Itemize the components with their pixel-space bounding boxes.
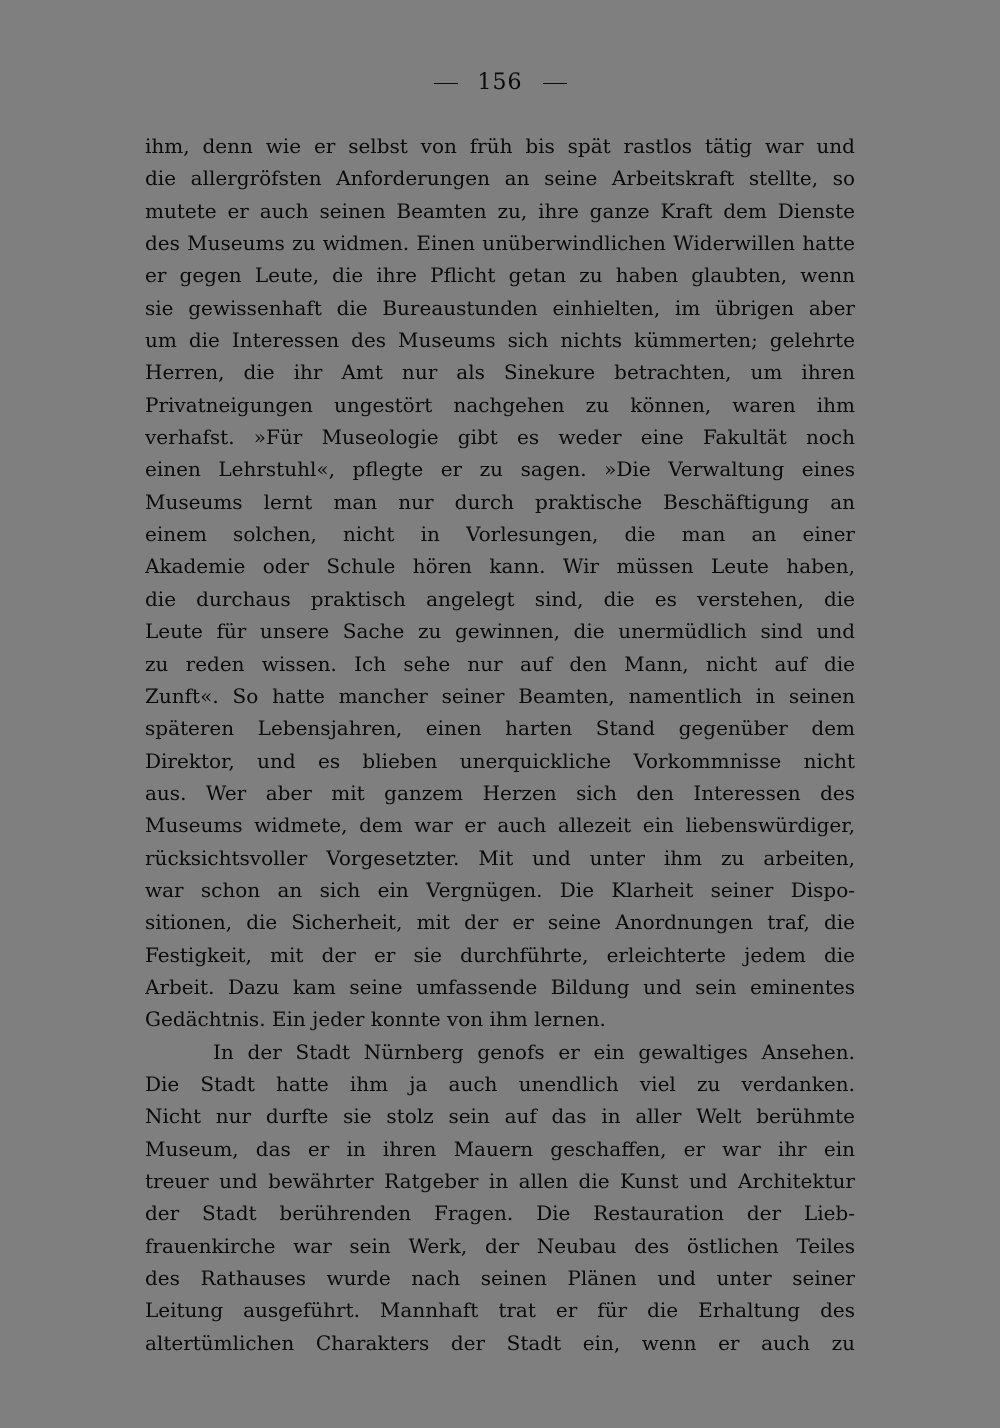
paragraph-1	[145, 130, 855, 1036]
paragraph-2	[145, 1036, 855, 1359]
text-line: des Museums zu widmen. Einen unüberwindlichen Widerwillen hatte	[145, 231, 855, 256]
text-line: die durchaus praktisch angelegt sind, die es verstehen, die	[145, 586, 855, 611]
text-line: rücksichtsvoller Vorgesetzter. Mit und unter ihm zu arbeiten,	[145, 845, 855, 870]
text-line: um die Interessen des Museums sich nichts kümmerten; gelehrte	[145, 328, 855, 353]
text-line: Privatneigungen ungestört nachgehen zu können, waren ihm	[145, 392, 855, 417]
text-line: einem solchen, nicht in Vorlesungen, die man an einer	[145, 522, 855, 547]
text-line: späteren Lebensjahren, einen harten Stand gegenüber dem	[145, 716, 855, 741]
text-line: sie gewissenhaft die Bureaustunden einhielten, im übrigen aber	[145, 295, 855, 320]
text-line: die allergröfsten Anforderungen an seine Arbeitskraft stellte, so	[145, 166, 855, 191]
body-text	[145, 130, 855, 1359]
text-line: Nicht nur durfte sie stolz sein auf das in aller Welt berühmte	[145, 1104, 855, 1129]
text-line: aus. Wer aber mit ganzem Herzen sich den Interessen des	[145, 780, 855, 805]
text-line: verhafst. »Für Museologie gibt es weder eine Fakultät noch	[145, 425, 855, 450]
text-line: Akademie oder Schule hören kann. Wir müssen Leute haben,	[145, 554, 855, 579]
text-line: er gegen Leute, die ihre Pflicht getan zu haben glaubten, wenn	[145, 263, 855, 288]
header-dash-left	[434, 83, 458, 84]
page-number: 156	[477, 70, 523, 95]
text-line: ihm, denn wie er selbst von früh bis spät rastlos tätig war und	[145, 134, 855, 158]
text-line: Herren, die ihr Amt nur als Sinekure betrachten, um ihren	[145, 360, 855, 385]
text-line: treuer und bewährter Ratgeber in allen die Kunst und Architektur	[145, 1169, 855, 1193]
text-line: Zunft«. So hatte mancher seiner Beamten, namentlich in seinen	[145, 683, 855, 708]
text-line: Museums widmete, dem war er auch allezeit ein liebenswürdiger,	[145, 813, 855, 838]
text-line: zu reden wissen. Ich sehe nur auf den Mann, nicht auf die	[145, 651, 855, 676]
text-line: Leitung ausgeführt. Mannhaft trat er für die Erhaltung des	[145, 1298, 855, 1323]
text-line: des Rathauses wurde nach seinen Plänen und unter seiner	[145, 1266, 855, 1291]
page-header	[0, 70, 1000, 95]
text-line: mutete er auch seinen Beamten zu, ihre ganze Kraft dem Dienste	[145, 198, 855, 223]
text-line: Museums lernt man nur durch praktische Beschäftigung an	[145, 489, 855, 514]
text-line: Leute für unsere Sache zu gewinnen, die unermüdlich sind und	[145, 619, 855, 644]
text-line: Arbeit. Dazu kam seine umfassende Bildung und sein eminentes	[145, 974, 855, 999]
text-line: Festigkeit, mit der er sie durchführte, erleichterte jedem die	[145, 942, 855, 967]
header-dash-right	[543, 83, 567, 84]
text-line: In der Stadt Nürnberg genofs er ein gewaltiges Ansehen.	[213, 1039, 855, 1064]
text-line: war schon an sich ein Vergnügen. Die Klarheit seiner Dispo-	[145, 877, 855, 902]
text-line: altertümlichen Charakters der Stadt ein, wenn er auch zu	[145, 1330, 855, 1355]
text-line: sitionen, die Sicherheit, mit der er seine Anordnungen traf, die	[145, 910, 855, 935]
text-line: einen Lehrstuhl«, pflegte er zu sagen. »Die Verwaltung eines	[145, 457, 855, 482]
text-line: der Stadt berührenden Fragen. Die Restauration der Lieb-	[145, 1201, 855, 1226]
text-line: Museum, das er in ihren Mauern geschaffen, er war ihr ein	[145, 1136, 855, 1161]
text-line: Gedächtnis. Ein jeder konnte von ihm lernen.	[145, 1007, 606, 1032]
text-line: Direktor, und es blieben unerquickliche Vorkommnisse nicht	[145, 748, 855, 773]
text-line: frauenkirche war sein Werk, der Neubau des östlichen Teiles	[145, 1233, 855, 1258]
text-line: Die Stadt hatte ihm ja auch unendlich viel zu verdanken.	[145, 1071, 855, 1096]
